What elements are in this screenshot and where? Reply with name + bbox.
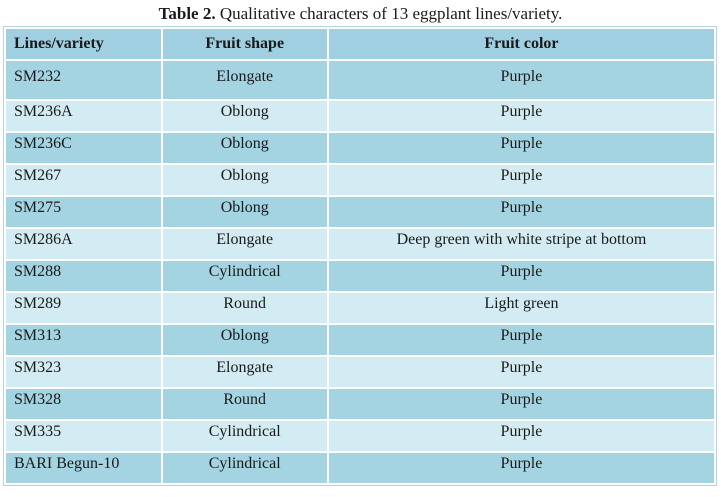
table-row bbox=[6, 165, 714, 197]
cell-line: SM275 bbox=[6, 197, 163, 229]
cell-fruit-color: Purple bbox=[329, 61, 714, 101]
cell-fruit-shape: Elongate bbox=[163, 357, 329, 389]
cell-line: SM313 bbox=[6, 325, 163, 357]
column-header-fruit-shape: Fruit shape bbox=[163, 29, 329, 61]
cell-fruit-shape: Oblong bbox=[163, 133, 329, 165]
cell-line: SM236C bbox=[6, 133, 163, 165]
caption-label: Table 2. bbox=[158, 4, 216, 23]
table-row bbox=[6, 261, 714, 293]
table-row bbox=[6, 229, 714, 261]
table-row bbox=[6, 133, 714, 165]
qualitative-characters-table bbox=[4, 27, 716, 485]
table-row bbox=[6, 293, 714, 325]
cell-fruit-color: Purple bbox=[329, 101, 714, 133]
cell-line: SM232 bbox=[6, 61, 163, 101]
cell-fruit-shape: Cylindrical bbox=[163, 261, 329, 293]
cell-line: SM289 bbox=[6, 293, 163, 325]
cell-fruit-shape: Oblong bbox=[163, 197, 329, 229]
cell-fruit-shape: Oblong bbox=[163, 165, 329, 197]
cell-fruit-color: Purple bbox=[329, 389, 714, 421]
table-row bbox=[6, 61, 714, 101]
table-row bbox=[6, 325, 714, 357]
cell-fruit-color: Purple bbox=[329, 165, 714, 197]
cell-line: SM286A bbox=[6, 229, 163, 261]
cell-fruit-color: Purple bbox=[329, 325, 714, 357]
cell-fruit-color: Purple bbox=[329, 197, 714, 229]
cell-line: SM328 bbox=[6, 389, 163, 421]
cell-fruit-color: Purple bbox=[329, 133, 714, 165]
cell-line: SM335 bbox=[6, 421, 163, 453]
cell-fruit-color: Light green bbox=[329, 293, 714, 325]
cell-fruit-shape: Cylindrical bbox=[163, 453, 329, 483]
cell-fruit-shape: Oblong bbox=[163, 325, 329, 357]
cell-fruit-color: Deep green with white stripe at bottom bbox=[329, 229, 714, 261]
cell-line: SM288 bbox=[6, 261, 163, 293]
cell-fruit-shape: Round bbox=[163, 293, 329, 325]
cell-line: SM323 bbox=[6, 357, 163, 389]
table-caption bbox=[0, 2, 721, 26]
cell-fruit-shape: Oblong bbox=[163, 101, 329, 133]
cell-fruit-color: Purple bbox=[329, 453, 714, 483]
table-row bbox=[6, 453, 714, 483]
cell-fruit-shape: Elongate bbox=[163, 229, 329, 261]
table-row bbox=[6, 101, 714, 133]
table-row bbox=[6, 357, 714, 389]
table-row bbox=[6, 389, 714, 421]
caption-text: Qualitative characters of 13 eggplant lines/variety. bbox=[215, 4, 563, 23]
table-row bbox=[6, 197, 714, 229]
cell-fruit-shape: Round bbox=[163, 389, 329, 421]
cell-fruit-shape: Cylindrical bbox=[163, 421, 329, 453]
cell-fruit-shape: Elongate bbox=[163, 61, 329, 101]
table-row bbox=[6, 421, 714, 453]
cell-line: BARI Begun-10 bbox=[6, 453, 163, 483]
column-header-lines-variety: Lines/variety bbox=[6, 29, 163, 61]
cell-line: SM236A bbox=[6, 101, 163, 133]
cell-line: SM267 bbox=[6, 165, 163, 197]
cell-fruit-color: Purple bbox=[329, 357, 714, 389]
table-header-row bbox=[6, 29, 714, 61]
column-header-fruit-color: Fruit color bbox=[329, 29, 714, 61]
cell-fruit-color: Purple bbox=[329, 261, 714, 293]
cell-fruit-color: Purple bbox=[329, 421, 714, 453]
